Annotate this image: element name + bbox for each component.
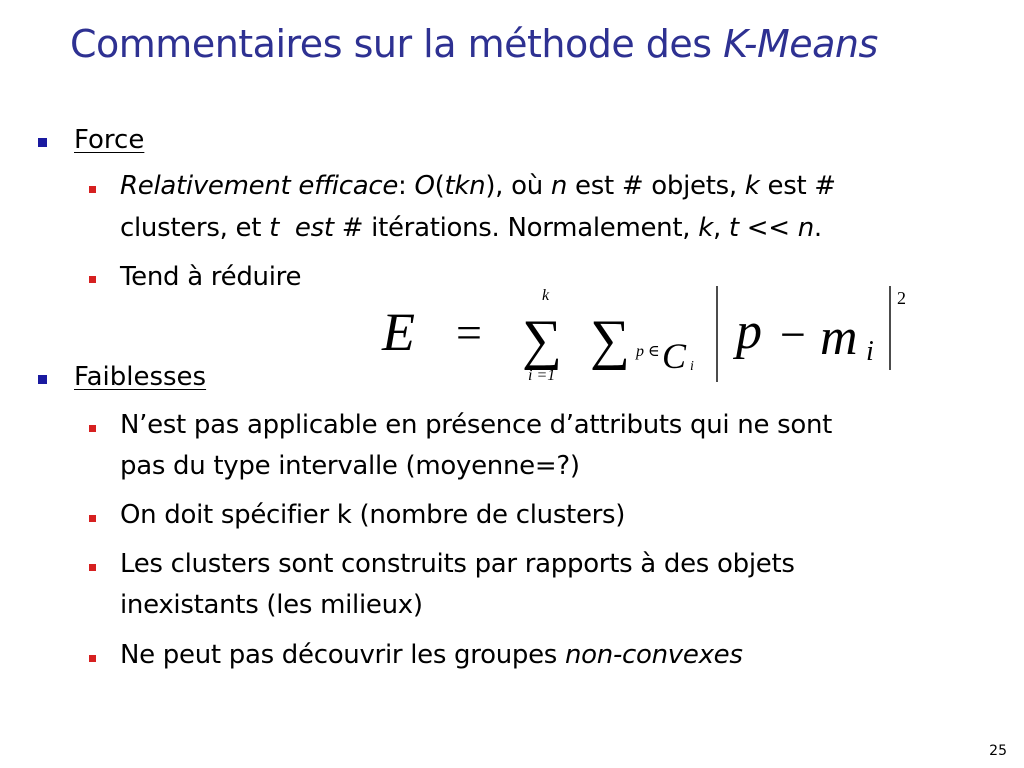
formula-sub-p: p [636, 343, 644, 360]
formula-equals: = [456, 307, 482, 358]
text-run: . [813, 213, 822, 243]
slide-title-emphasis: K-Means [723, 22, 878, 66]
faiblesse-item-4 [120, 639, 743, 671]
faiblesse-item-1-line2: pas du type intervalle (moyenne=?) [120, 451, 580, 481]
emph-text: tkn [444, 171, 486, 201]
formula-exponent: 2 [897, 288, 906, 308]
emph-text: t [269, 213, 279, 243]
sse-formula [370, 276, 930, 386]
force-item-efficiency-line1 [120, 170, 836, 202]
bullet-square-icon [38, 375, 47, 384]
page-number: 25 [989, 743, 1007, 759]
text-run: # itérations. Normalement, [333, 213, 699, 243]
emph-text: k [744, 171, 760, 201]
bullet-square-icon [89, 564, 96, 571]
faiblesse-item-3-line2: inexistants (les milieux) [120, 590, 423, 620]
slide-title [70, 20, 970, 68]
formula-m-sub: i [866, 336, 874, 367]
emph-text: n [550, 171, 568, 201]
formula-sum1-lower: i =1 [528, 367, 556, 384]
faiblesse-item-3-line1: Les clusters sont construits par rapports à des objets [120, 549, 795, 579]
formula-sum1-symbol: ∑ [522, 309, 562, 371]
emph-text: Relativement efficace [120, 171, 399, 201]
text-run: ( [434, 171, 445, 201]
bullet-square-icon [89, 186, 96, 193]
formula-sum2-symbol: ∑ [590, 309, 630, 371]
emph-text: O [414, 171, 435, 201]
formula-p: p [736, 303, 762, 360]
section-heading-faiblesses: Faiblesses [74, 362, 207, 392]
bullet-square-icon [89, 425, 96, 432]
formula-lhs: E [382, 302, 415, 362]
faiblesse-item-1-line1: N’est pas applicable en présence d’attributs qui ne sont [120, 410, 833, 440]
force-item-tend-reduire: Tend à réduire [120, 262, 302, 292]
formula-sub-c: C [662, 336, 687, 376]
text-run: ), où [485, 171, 551, 201]
formula-m: m [820, 309, 858, 366]
text-run: est # [759, 171, 836, 201]
text-run: est # objets, [567, 171, 745, 201]
emph-text: t [728, 213, 739, 243]
emph-text: est [294, 213, 334, 243]
formula-sub-in: ∈ [648, 343, 660, 360]
text-run: , [712, 213, 729, 243]
force-item-efficiency-line2 [120, 212, 822, 244]
text-run: << [738, 213, 798, 243]
slide-title-main: Commentaires sur la méthode des [70, 22, 724, 66]
emph-text: non-convexes [564, 640, 743, 670]
formula-sum1-upper: k [542, 287, 550, 304]
bullet-square-icon [89, 276, 96, 283]
text-run: clusters, et [120, 213, 270, 243]
section-heading-force: Force [74, 125, 145, 155]
text-run [279, 213, 295, 243]
bullet-square-icon [89, 515, 96, 522]
emph-text: k [698, 213, 713, 243]
formula-minus: − [780, 309, 806, 360]
bullet-square-icon [89, 655, 96, 662]
text-run: : [398, 171, 415, 201]
formula-sub-i: i [690, 359, 694, 374]
emph-text: n [797, 213, 814, 243]
bullet-square-icon [38, 138, 47, 147]
text-run: Ne peut pas découvrir les groupes [120, 640, 565, 670]
faiblesse-item-2: On doit spécifier k (nombre de clusters) [120, 500, 626, 530]
